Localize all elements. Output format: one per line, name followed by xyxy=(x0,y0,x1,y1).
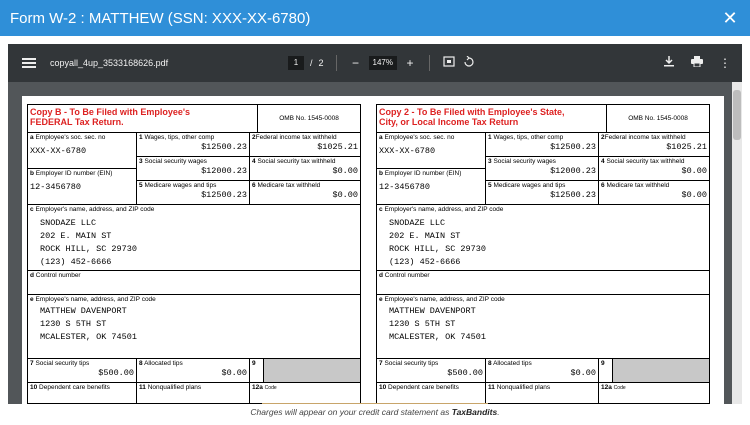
box8-value: $0.00 xyxy=(570,368,596,378)
w2-form-copy-2 xyxy=(376,104,710,404)
employee-address-box xyxy=(377,295,709,358)
box7 xyxy=(377,359,486,382)
box7-number: 7 xyxy=(30,360,34,367)
box8-label: Allocated tips xyxy=(493,360,532,367)
box4-label: Social security tax withheld xyxy=(606,158,685,165)
copy-title-line1: Copy B - To Be Filed with Employee's xyxy=(30,107,190,117)
employer-address-line2: ROCK HILL, SC 29730 xyxy=(40,244,137,254)
box12a-label: Code xyxy=(613,385,626,391)
box5-label: Medicare wages and tips xyxy=(144,182,217,189)
box-d-label: Control number xyxy=(35,272,81,279)
more-options-icon[interactable]: ⋮ xyxy=(719,56,731,70)
box-e-letter: e xyxy=(379,296,383,303)
box10 xyxy=(28,383,137,403)
box11 xyxy=(137,383,250,403)
omb-number: OMB No. 1545-0008 xyxy=(279,115,339,122)
box5-number: 5 xyxy=(488,182,492,189)
box10 xyxy=(377,383,486,403)
box6-value: $0.00 xyxy=(332,190,358,200)
page-total: 2 xyxy=(318,58,324,68)
print-icon[interactable] xyxy=(690,56,704,70)
employee-address-line1: 1230 S 5TH ST xyxy=(40,319,107,329)
employee-ids-column xyxy=(377,133,486,204)
billing-notice-text: Charges will appear on your credit card statement as xyxy=(250,407,452,417)
toolbar-divider xyxy=(429,55,430,71)
modal-header xyxy=(0,0,750,36)
shaded-area xyxy=(264,359,360,382)
box2-number: 2 xyxy=(601,134,605,141)
box-c-label: Employer's name, address, and ZIP code xyxy=(384,206,504,213)
box7-value: $500.00 xyxy=(98,368,134,378)
box10-number: 10 xyxy=(379,384,387,391)
box6-label: Medicare tax withheld xyxy=(257,182,321,189)
box11-label: Nonqualified plans xyxy=(147,384,202,391)
copy-title-line2: FEDERAL Tax Return. xyxy=(30,117,124,127)
box-c-letter: c xyxy=(30,206,34,213)
box4-value: $0.00 xyxy=(681,166,707,176)
box1-number: 1 xyxy=(139,134,143,141)
box2-label: Federal income tax withheld xyxy=(604,134,686,141)
box-a-label: Employee's soc. sec. no xyxy=(384,134,455,141)
box8-number: 8 xyxy=(488,360,492,367)
close-icon[interactable]: ✕ xyxy=(722,7,738,28)
employee-ssn: XXX-XX-6780 xyxy=(30,146,87,156)
download-icon[interactable] xyxy=(662,56,676,70)
box2-number: 2 xyxy=(252,134,256,141)
pdf-page xyxy=(22,96,724,404)
box7-label: Social security tips xyxy=(384,360,439,367)
employee-name: MATTHEW DAVENPORT xyxy=(40,306,127,316)
employer-address-line1: 202 E. MAIN ST xyxy=(389,231,461,241)
box2-label: Federal income tax withheld xyxy=(255,134,337,141)
box-e-label: Employee's name, address, and ZIP code xyxy=(35,296,156,303)
employer-address-line2: ROCK HILL, SC 29730 xyxy=(389,244,486,254)
box-b-label: Employer ID number (EIN) xyxy=(35,170,113,177)
boxes-odd-column xyxy=(486,133,599,204)
omb-number: OMB No. 1545-0008 xyxy=(628,115,688,122)
box5-number: 5 xyxy=(139,182,143,189)
box10-number: 10 xyxy=(30,384,38,391)
boxes-even-column xyxy=(250,133,360,204)
box1-label: Wages, tips, other comp xyxy=(493,134,564,141)
box11-number: 11 xyxy=(488,384,495,391)
billing-notice-suffix: . xyxy=(497,407,500,417)
box-c-label: Employer's name, address, and ZIP code xyxy=(35,206,155,213)
box-e-letter: e xyxy=(30,296,34,303)
box12a-label: Code xyxy=(264,385,277,391)
box11-label: Nonqualified plans xyxy=(496,384,551,391)
box6-label: Medicare tax withheld xyxy=(606,182,670,189)
box4-label: Social security tax withheld xyxy=(257,158,336,165)
employer-address-line1: 202 E. MAIN ST xyxy=(40,231,112,241)
billing-brand: TaxBandits xyxy=(451,407,498,417)
box9 xyxy=(250,359,264,382)
page-separator: / xyxy=(310,58,313,68)
box9-number: 9 xyxy=(252,360,256,367)
box9 xyxy=(599,359,613,382)
page-number-input[interactable]: 1 xyxy=(288,56,304,70)
box8 xyxy=(137,359,250,382)
toolbar-divider xyxy=(336,55,337,71)
employer-ein: 12-3456780 xyxy=(379,182,431,192)
box9-number: 9 xyxy=(601,360,605,367)
box3-label: Social security wages xyxy=(144,158,207,165)
zoom-out-icon[interactable]: − xyxy=(352,56,360,70)
pdf-filename: copyall_4up_3533168626.pdf xyxy=(50,58,169,68)
box11 xyxy=(486,383,599,403)
zoom-level-input[interactable]: 147% xyxy=(369,56,397,70)
box1-label: Wages, tips, other comp xyxy=(144,134,215,141)
employee-address-line2: MCALESTER, OK 74501 xyxy=(40,332,137,342)
w2-form-copy-b xyxy=(27,104,361,404)
box7 xyxy=(28,359,137,382)
employee-ids-column xyxy=(28,133,137,204)
box8-number: 8 xyxy=(139,360,143,367)
boxes-even-column xyxy=(599,133,709,204)
modal-title: Form W-2 : MATTHEW (SSN: XXX-XX-6780) xyxy=(10,9,311,27)
billing-notice xyxy=(0,404,750,425)
box-c-letter: c xyxy=(379,206,383,213)
box8 xyxy=(486,359,599,382)
box4-number: 4 xyxy=(252,158,256,165)
box5-value: $12500.23 xyxy=(201,190,247,200)
toolbar-actions xyxy=(662,44,732,82)
control-number-box xyxy=(377,271,709,294)
employee-address-line1: 1230 S 5TH ST xyxy=(389,319,456,329)
box4-number: 4 xyxy=(601,158,605,165)
employer-phone: (123) 452-6666 xyxy=(40,257,112,267)
box2-value: $1025.21 xyxy=(317,142,358,152)
employer-name: SNODAZE LLC xyxy=(40,218,97,228)
box-a-letter: a xyxy=(30,134,34,141)
scrollbar-thumb[interactable] xyxy=(733,90,741,140)
box3-value: $12000.23 xyxy=(201,166,247,176)
employer-address-box xyxy=(377,205,709,270)
box3-number: 3 xyxy=(139,158,143,165)
employee-name: MATTHEW DAVENPORT xyxy=(389,306,476,316)
copy-title-line2: City, or Local Income Tax Return xyxy=(379,117,519,127)
box10-label: Dependent care benefits xyxy=(39,384,110,391)
box8-label: Allocated tips xyxy=(144,360,183,367)
box-b-label: Employer ID number (EIN) xyxy=(384,170,462,177)
employee-ssn: XXX-XX-6780 xyxy=(379,146,436,156)
page-controls xyxy=(288,44,476,82)
pdf-toolbar xyxy=(8,44,742,82)
box7-label: Social security tips xyxy=(35,360,90,367)
fit-page-icon[interactable] xyxy=(442,56,456,70)
zoom-in-icon[interactable]: + xyxy=(406,56,414,70)
box-b-letter: b xyxy=(30,170,34,177)
box1-value: $12500.23 xyxy=(201,142,247,152)
box-a-letter: a xyxy=(379,134,383,141)
box-a-label: Employee's soc. sec. no xyxy=(35,134,106,141)
box3-value: $12000.23 xyxy=(550,166,596,176)
pdf-viewer xyxy=(8,44,742,404)
control-number-box xyxy=(28,271,360,294)
employee-address-line2: MCALESTER, OK 74501 xyxy=(389,332,486,342)
box5-label: Medicare wages and tips xyxy=(493,182,566,189)
box8-value: $0.00 xyxy=(221,368,247,378)
box-d-letter: d xyxy=(379,272,383,279)
box6-number: 6 xyxy=(252,182,256,189)
box12a-number: 12a xyxy=(252,384,263,391)
box11-number: 11 xyxy=(139,384,146,391)
employee-address-box xyxy=(28,295,360,358)
box10-label: Dependent care benefits xyxy=(388,384,459,391)
box3-label: Social security wages xyxy=(493,158,556,165)
box6-number: 6 xyxy=(601,182,605,189)
box5-value: $12500.23 xyxy=(550,190,596,200)
copy-title xyxy=(28,105,258,132)
box12a xyxy=(599,383,709,403)
menu-icon[interactable] xyxy=(22,56,36,70)
shaded-area xyxy=(613,359,709,382)
boxes-odd-column xyxy=(137,133,250,204)
box7-number: 7 xyxy=(379,360,383,367)
employer-ein: 12-3456780 xyxy=(30,182,82,192)
copy-title-line1: Copy 2 - To Be Filed with Employee's State, xyxy=(379,107,565,117)
box12a xyxy=(250,383,360,403)
box-d-letter: d xyxy=(30,272,34,279)
box4-value: $0.00 xyxy=(332,166,358,176)
box-e-label: Employee's name, address, and ZIP code xyxy=(384,296,505,303)
box1-number: 1 xyxy=(488,134,492,141)
copy-title xyxy=(377,105,607,132)
box6-value: $0.00 xyxy=(681,190,707,200)
rotate-icon[interactable] xyxy=(462,56,476,71)
box12a-number: 12a xyxy=(601,384,612,391)
box-d-label: Control number xyxy=(384,272,430,279)
employer-address-box xyxy=(28,205,360,270)
box1-value: $12500.23 xyxy=(550,142,596,152)
employer-phone: (123) 452-6666 xyxy=(389,257,461,267)
box7-value: $500.00 xyxy=(447,368,483,378)
box-b-letter: b xyxy=(379,170,383,177)
box2-value: $1025.21 xyxy=(666,142,707,152)
box3-number: 3 xyxy=(488,158,492,165)
employer-name: SNODAZE LLC xyxy=(389,218,446,228)
